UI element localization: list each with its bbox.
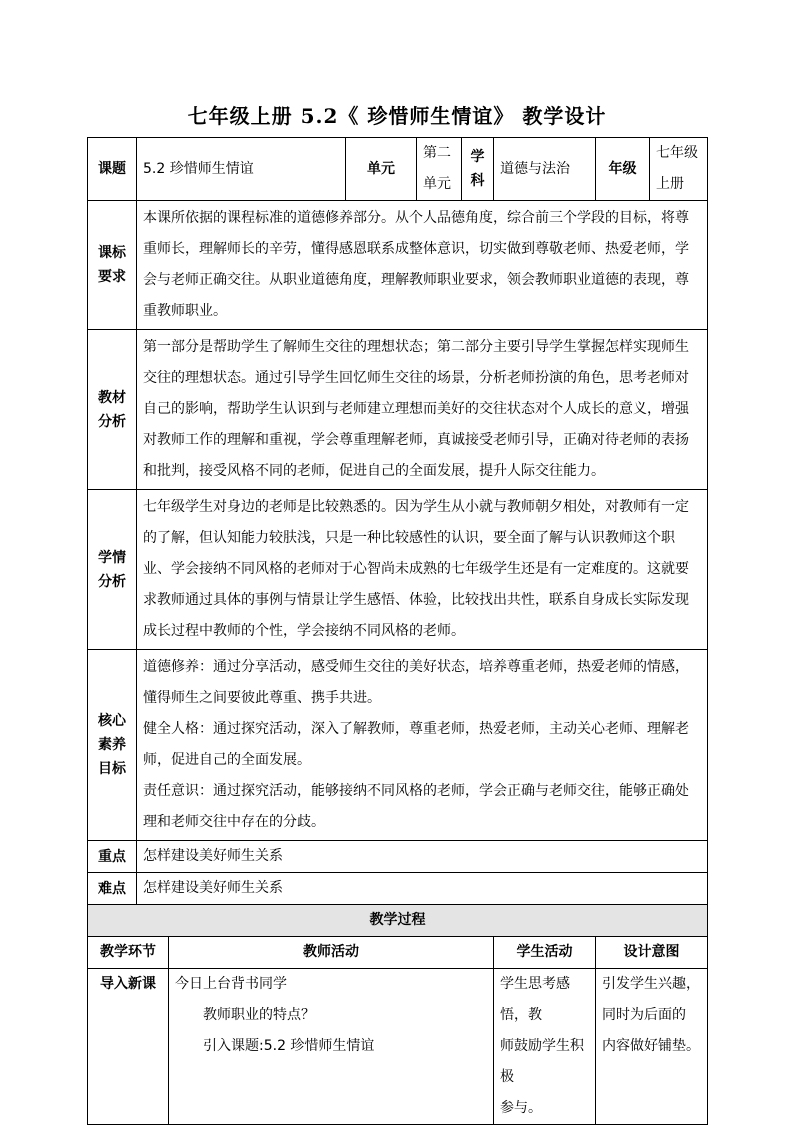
students-text: 七年级学生对身边的老师是比较熟悉的。因为学生从小就与教师朝夕相处，对教师有一定的了解，但认知能力较肤浅，只是一种比较感性的认识，要全面了解与认识教师这个职业、学会接纳不同风格的老师对于心智尚未成熟的七年级学生还是有一定难度的。这就要求教师通过具体的事例与情景让学生感悟、体验，比较找出共性，联系自身成长实际发现成长过程中教师的个性，学会接纳不同风格的老师。 [137,490,708,650]
student-activity-line: 参与。 [500,1100,543,1116]
design-intent-line: 内容做好铺垫。 [602,1038,701,1054]
page-title: 七年级上册 5.2《 珍惜师生情谊》 教学设计 [187,104,607,128]
students-row [88,490,708,650]
teacher-activity-line: 今日上台背书同学 [175,976,287,992]
textbook-label: 教材 分析 [88,330,137,490]
core-item: 健全人格：通过探究活动，深入了解教师，尊重老师，热爱老师，主动关心老师、理解老师，促进自己的全面发展。 [143,721,689,768]
core-row [88,650,708,841]
difficulty-text: 怎样建设美好师生关系 [137,873,708,905]
grade-value: 七年级上册 [650,138,708,201]
difficulty-label: 难点 [88,873,137,905]
textbook-text: 第一部分是帮助学生了解师生交往的理想状态；第二部分主要引导学生掌握怎样实现师生交往的理想状态。通过引导学生回忆师生交往的场景，分析老师扮演的角色，思考老师对自己的影响，帮助学生认识到与老师建立理想而美好的交往状态对个人成长的意义，增强对教师工作的理解和重视，学会尊重理解老师，真诚接受老师引导，正确对待老师的表扬和批判，接受风格不同的老师，促进自己的全面发展，提升人际交往能力。 [137,330,708,490]
col-header-stage: 教学环节 [88,937,169,969]
difficulty-row [88,873,708,905]
process-row [88,969,708,1125]
teacher-activity-line: 教师职业的特点？ [203,1007,315,1023]
col-header-teacher: 教师活动 [169,937,494,969]
student-activity-cell [494,969,596,1125]
unit-label: 单元 [346,138,417,201]
header-row [88,138,708,201]
design-intent-line: 引发学生兴趣， [602,976,701,992]
col-header-intent: 设计意图 [596,937,708,969]
process-title: 教学过程 [88,905,708,937]
core-text [137,650,708,841]
lesson-label: 课题 [88,138,137,201]
subject-label: 学科 [462,138,494,201]
curriculum-row [88,201,708,330]
col-header-student: 学生活动 [494,937,596,969]
key-point-label: 重点 [88,841,137,873]
core-item: 责任意识：通过探究活动，能够接纳不同风格的老师，学会正确与老师交往，能够正确处理和老师交往中存在的分歧。 [143,783,689,830]
stage-cell: 导入新课 [88,969,169,1125]
lesson-value: 5.2 珍惜师生情谊 [137,138,346,201]
subject-value: 道德与法治 [494,138,596,201]
process-title-row [88,905,708,937]
grade-label: 年级 [596,138,650,201]
student-activity-line: 师鼓励学生积极 [500,1038,585,1085]
key-point-text: 怎样建设美好师生关系 [137,841,708,873]
curriculum-label: 课标 要求 [88,201,137,330]
teacher-activity-cell [169,969,494,1125]
core-label: 核心 素养 目标 [88,650,137,841]
core-item: 道德修养：通过分享活动，感受师生交往的美好状态，培养尊重老师，热爱老师的情感，懂得师生之间要彼此尊重、携手共进。 [143,659,689,706]
process-header-row [88,937,708,969]
design-intent-cell [596,969,708,1125]
teacher-activity-line: 引入课题:5.2 珍惜师生情谊 [203,1038,375,1054]
student-activity-line: 学生思考感悟，教 [500,976,571,1023]
key-point-row [88,841,708,873]
students-label: 学情 分析 [88,490,137,650]
lesson-plan-table [87,137,708,1125]
textbook-row [88,330,708,490]
design-intent-line: 同时为后面的 [602,1007,687,1023]
curriculum-text: 本课所依据的课程标准的道德修养部分。从个人品德角度，综合前三个学段的目标，将尊重师长，理解师长的辛劳，懂得感恩联系成整体意识，切实做到尊敬老师、热爱老师，学会与老师正确交往。从职业道德角度，理解教师职业要求，领会教师职业道德的表现，尊重教师职业。 [137,201,708,330]
unit-value: 第二单元 [417,138,462,201]
